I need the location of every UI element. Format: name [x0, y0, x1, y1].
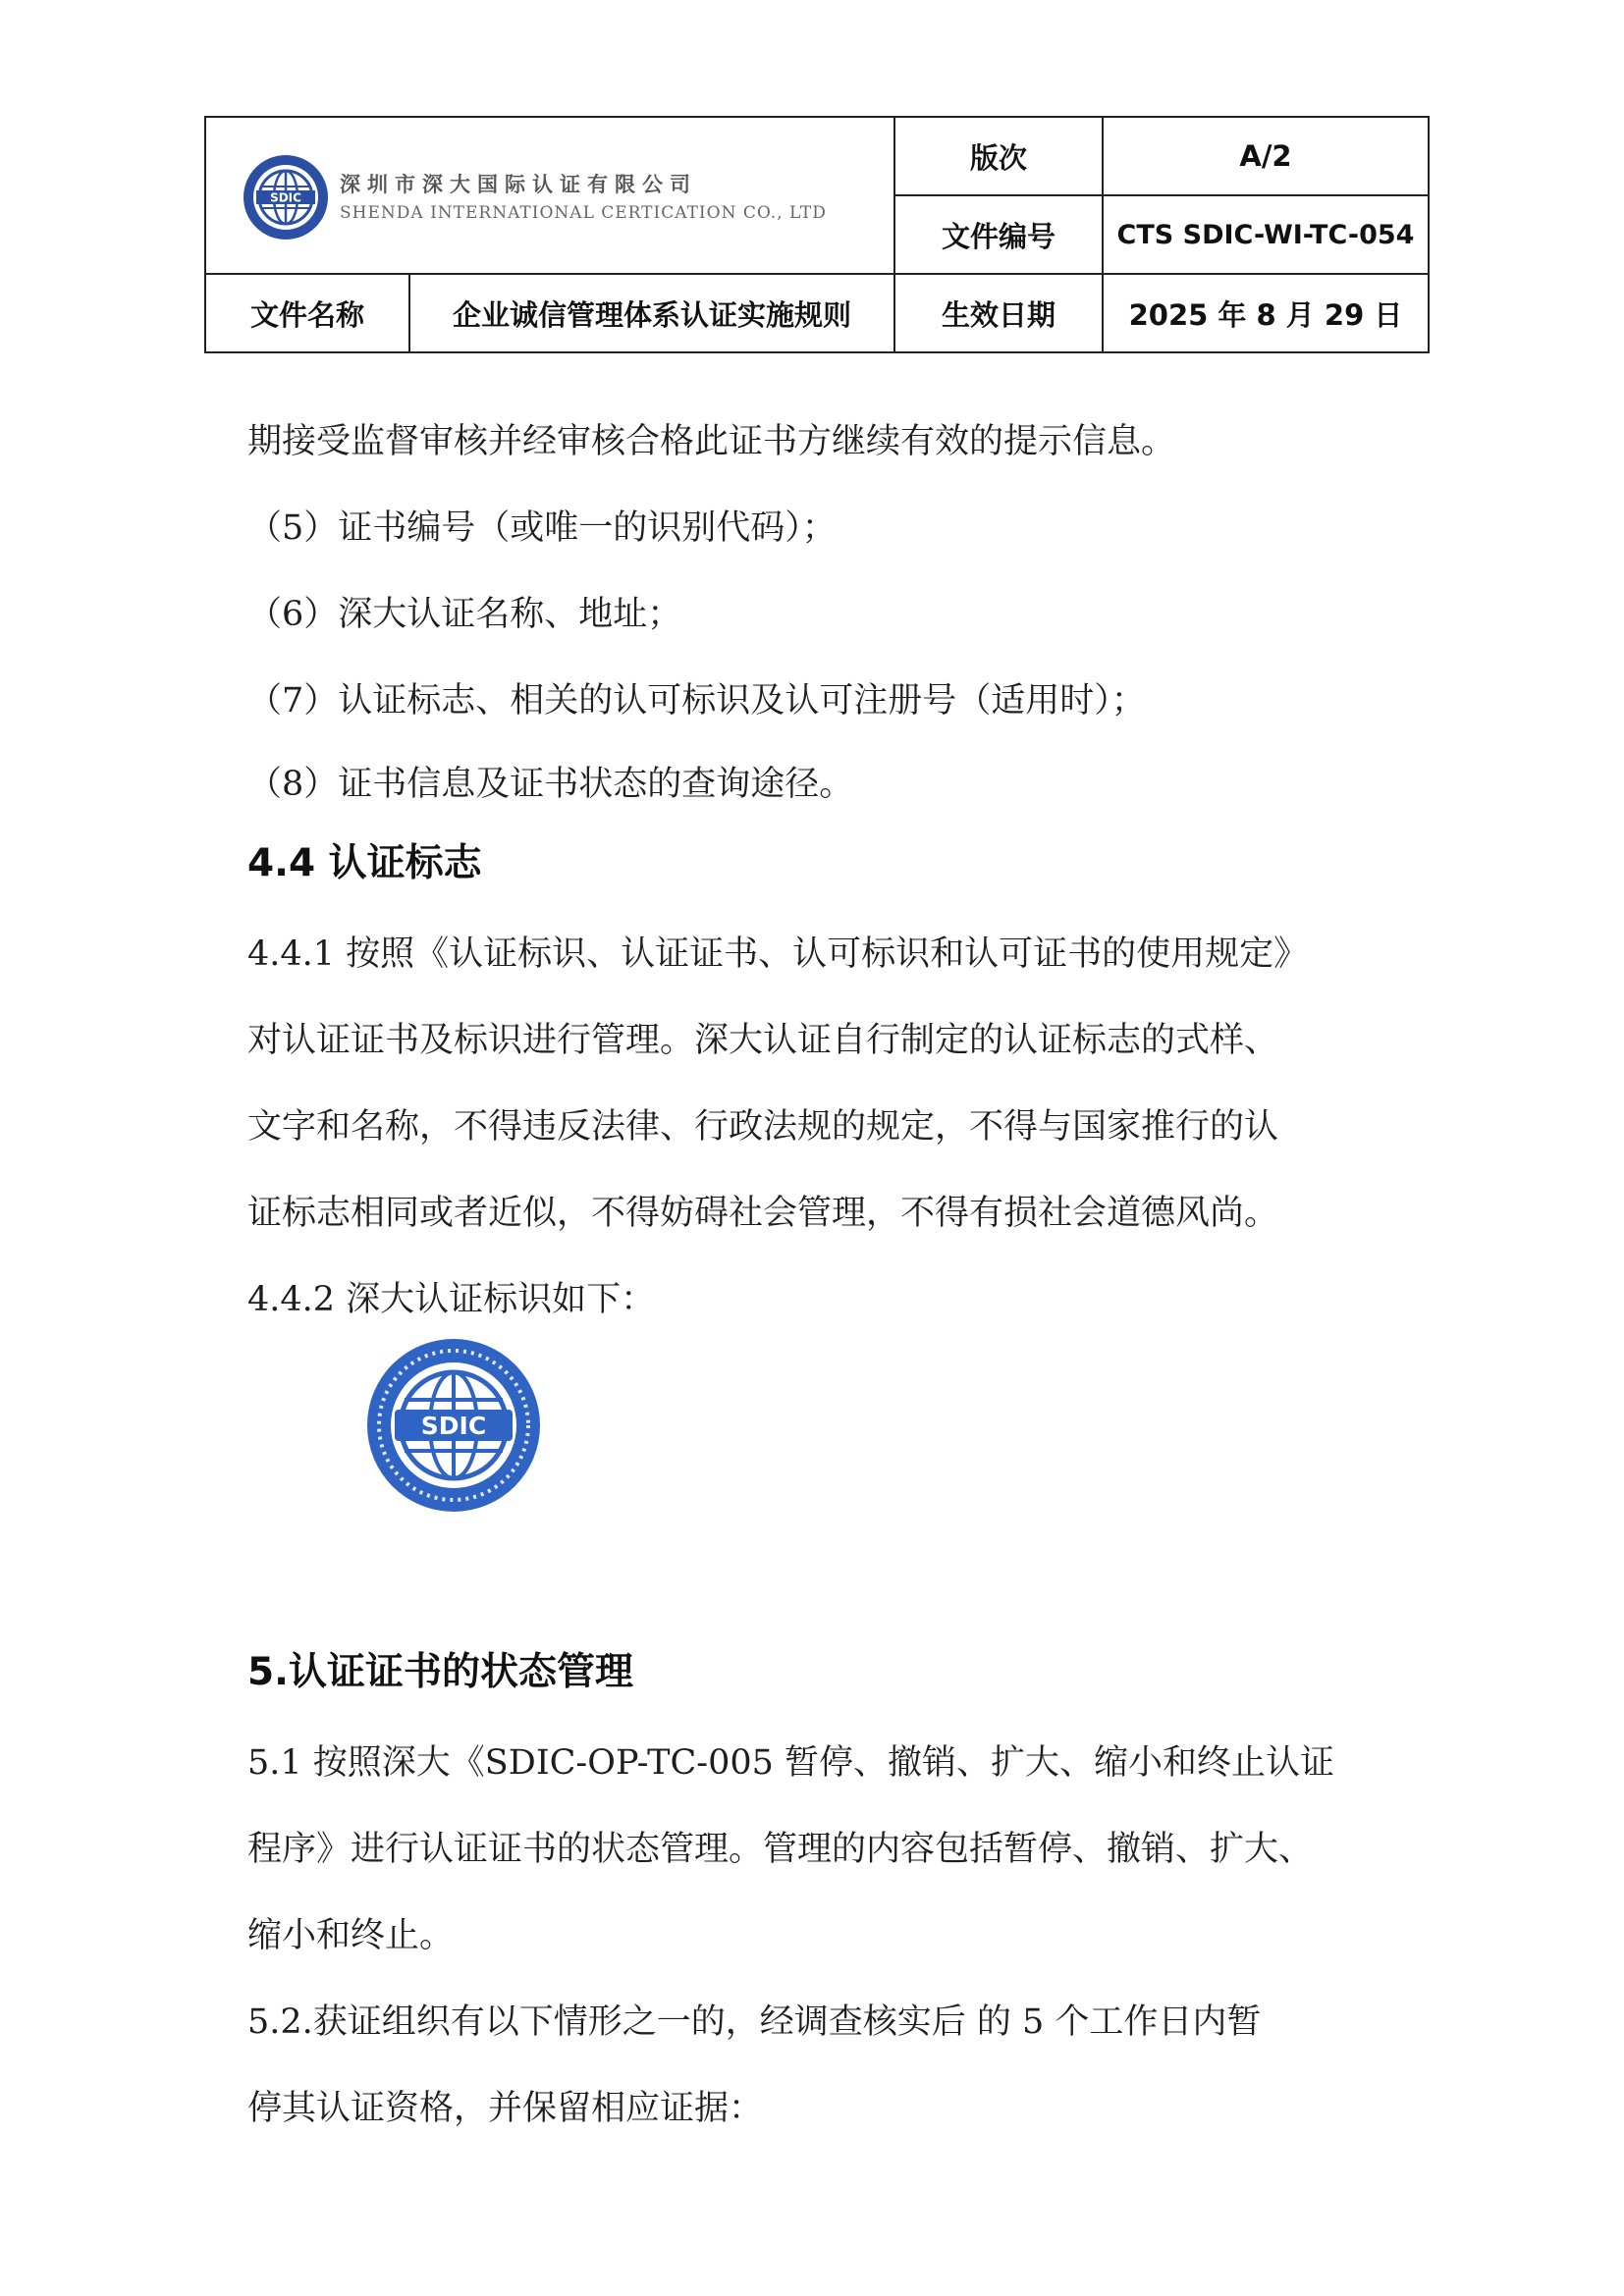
company-name-cn: 深圳市深大国际认证有限公司 [340, 173, 697, 196]
paragraph-line: 文字和名称，不得违反法律、行政法规的规定，不得与国家推行的认 [247, 1107, 1279, 1147]
logo-text: SDIC [270, 190, 301, 205]
stamp-text: SDIC [420, 1412, 487, 1440]
doc-number-label: 文件编号 [941, 219, 1056, 253]
paragraph-line: 对认证证书及标识进行管理。深大认证自行制定的认证标志的式样、 [247, 1021, 1279, 1060]
paragraph-line: 缩小和终止。 [247, 1916, 455, 1955]
effective-date-label: 生效日期 [941, 297, 1056, 332]
paragraph-line: 证标志相同或者近似，不得妨碍社会管理，不得有损社会道德风尚。 [247, 1194, 1279, 1233]
section-heading-4-4: 4.4 认证标志 [247, 841, 482, 885]
effective-date-value: 2025 年 8 月 29 日 [1128, 297, 1403, 332]
company-logo-icon [242, 153, 330, 241]
doc-number-value: CTS SDIC-WI-TC-054 [1116, 219, 1415, 250]
list-item: （7）认证标志、相关的认可标识及认可注册号（适用时）； [247, 681, 1146, 721]
list-item: （8）证书信息及证书状态的查询途径。 [247, 765, 854, 804]
company-name-en: SHENDA INTERNATIONAL CERTICATION CO., LTD [340, 203, 827, 223]
company-logo-block [242, 153, 827, 241]
certification-mark-icon [365, 1337, 542, 1514]
version-value: A/2 [1239, 139, 1292, 173]
paragraph-line: 期接受监督审核并经审核合格此证书方继续有效的提示信息。 [247, 422, 1176, 461]
paragraph-line: 5.1 按照深大《SDIC-OP-TC-005 暂停、撤销、扩大、缩小和终止认证 [247, 1743, 1335, 1783]
document-body [247, 399, 1394, 2152]
paragraph-line: 程序》进行认证证书的状态管理。管理的内容包括暂停、撤销、扩大、 [247, 1830, 1314, 1869]
version-label: 版次 [969, 140, 1027, 175]
doc-name-value: 企业诚信管理体系认证实施规则 [452, 297, 851, 332]
doc-name-label: 文件名称 [249, 297, 364, 332]
document-header-table [204, 116, 1430, 353]
paragraph-line: 4.4.1 按照《认证标识、认证证书、认可标识和认可证书的使用规定》 [247, 934, 1309, 974]
section-heading-5: 5.认证证书的状态管理 [247, 1650, 633, 1694]
paragraph-line: 4.4.2 深大认证标识如下： [247, 1280, 656, 1319]
paragraph-line: 5.2.获证组织有以下情形之一的，经调查核实后 的 5 个工作日内暂 [247, 2002, 1262, 2042]
list-item: （6）深大认证名称、地址； [247, 595, 682, 634]
paragraph-line: 停其认证资格，并保留相应证据： [247, 2089, 764, 2128]
list-item: （5）证书编号（或唯一的识别代码）； [247, 508, 837, 548]
certification-mark [365, 1337, 542, 1518]
